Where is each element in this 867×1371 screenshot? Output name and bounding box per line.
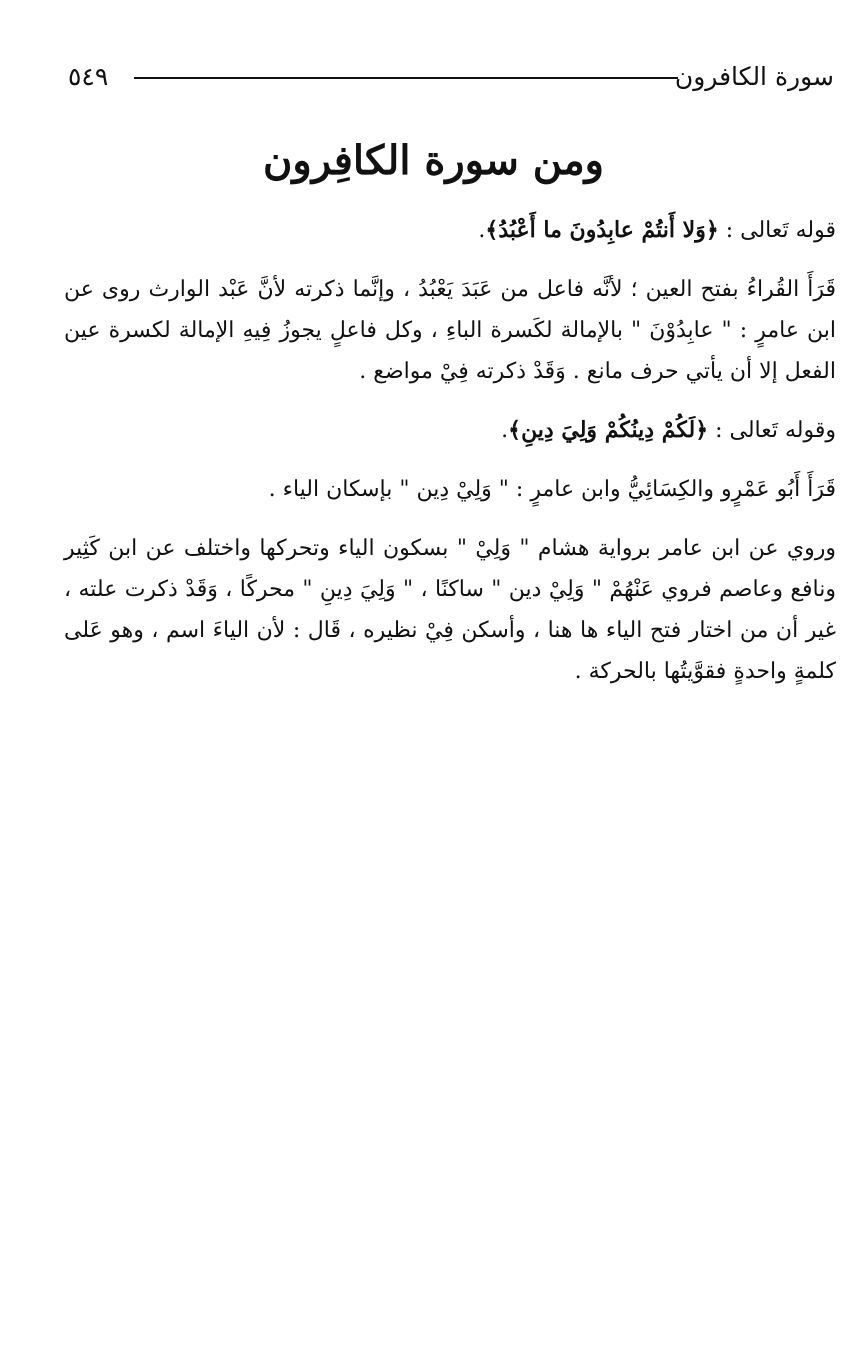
verse-line-1 <box>64 210 836 251</box>
running-title: سورة الكافرون <box>674 62 834 91</box>
chapter-title: ومن سورة الكافِرون <box>263 137 604 184</box>
page-header <box>68 58 834 98</box>
quran-verse: ﴿وَلا أَنتُمْ عابِدُونَ ما أَعْبُدُ﴾ <box>485 217 719 243</box>
commentary-paragraph-1: قَرَأَ القُراءُ بفتح العين ؛ لأنَّه فاعل من عَبَدَ يَعْبُدُ ، وإنَّما ذكرته لأنَّ عَبْد الوارث روى عن ابن عامرٍ : " عابِدُوْنَ " بالإمالة لكَسرة الباءِ ، وكل فاعلٍ يجوزُ فِيهِ الإمالة لكسرة عين الفعل إلا أن يأتي حرف مانع . وَقَدْ ذكرته فِيْ مواضع . <box>64 277 836 384</box>
header-rule <box>134 77 678 79</box>
commentary-paragraph-3: وروي عن ابن عامر برواية هشام " وَلِيْ " بسكون الياء وتحركها واختلف عن ابن كَثِير ونافع وعاصم فروي عَنْهُمْ " وَلِيْ دين " ساكنًا ، " وَلِيَ دِينِ " محركًا ، وَقَدْ ذكرت علته ، غير أن من اختار فتح الياء ها هنا ، وأسكن فِيْ نظيره ، قَال : لأن الياءَ اسم ، وهو عَلى كلمةٍ واحدةٍ فقوَّيتُها بالحركة . <box>64 536 836 684</box>
page-body <box>64 210 836 710</box>
verse-line-2 <box>64 410 836 451</box>
quran-verse: ﴿لَكُمْ دِينُكُمْ وَلِيَ دِينِ﴾ <box>508 417 709 443</box>
page-number: ٥٤٩ <box>68 62 109 91</box>
verse-end-mark: . <box>501 418 509 443</box>
verse-end-mark: . <box>478 218 486 243</box>
verse-intro: قوله تَعالى : <box>725 218 836 243</box>
commentary-paragraph-2: قَرَأَ أَبُو عَمْرٍو والكِسَائِيُّ وابن عامرٍ : " وَلِيْ دِين " بإسكان الياء . <box>268 477 836 502</box>
verse-intro: وقوله تَعالى : <box>715 418 836 443</box>
